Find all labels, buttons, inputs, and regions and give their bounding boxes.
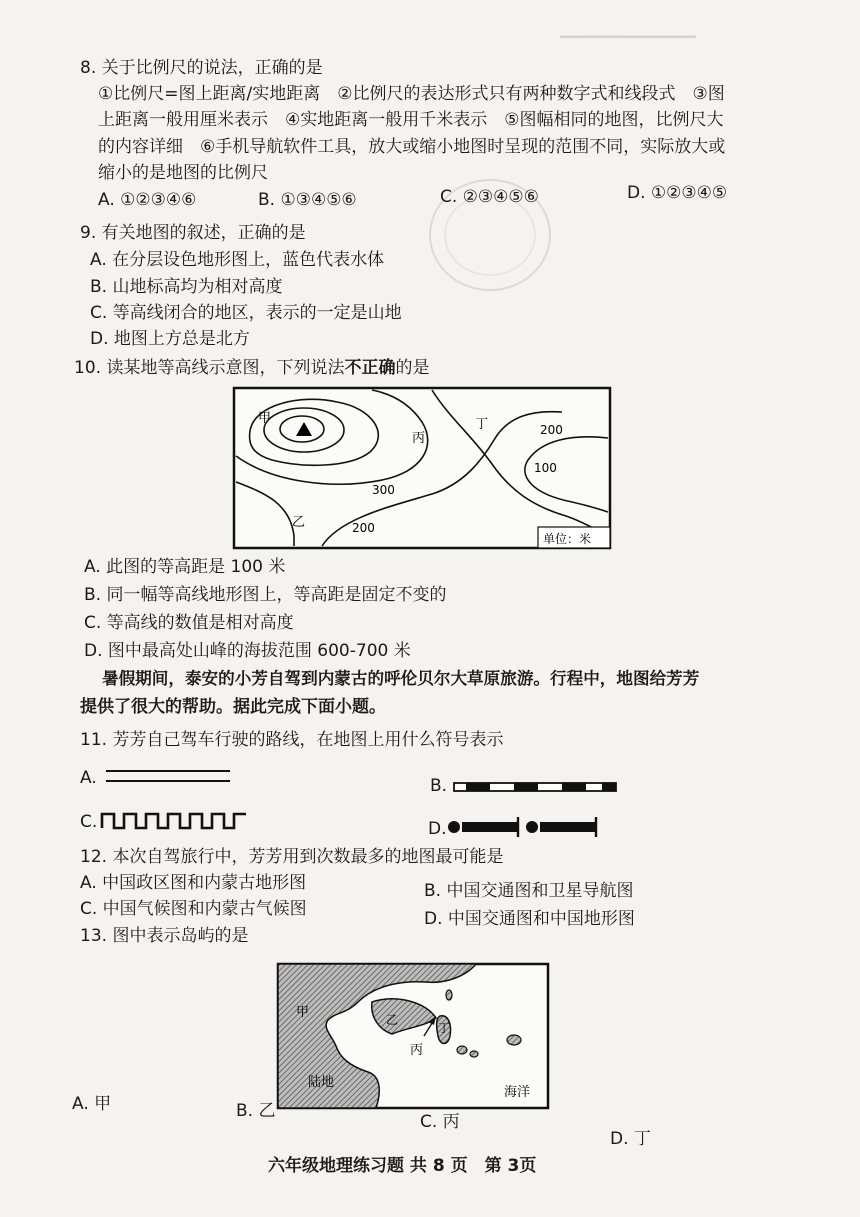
q10-label-bing: 丙 bbox=[412, 431, 426, 446]
q13-label-ding: 丁 bbox=[438, 1021, 451, 1035]
q13-label-yi: 乙 bbox=[386, 1013, 399, 1027]
q13-option-b[interactable]: B. 乙 bbox=[236, 1101, 276, 1121]
q8-line-4: 缩小的是地图的比例尺 bbox=[98, 163, 268, 183]
q10-unit-legend: 单位：米 bbox=[543, 532, 592, 546]
q10-contour-map bbox=[232, 386, 612, 551]
q12-option-a[interactable]: A. 中国政区图和内蒙古地形图 bbox=[80, 873, 307, 893]
q10-stem bbox=[74, 357, 429, 379]
q10-stem-pre: 10. 读某地等高线示意图，下列说法 bbox=[74, 358, 345, 378]
q13-option-d[interactable]: D. 丁 bbox=[610, 1129, 651, 1149]
q8-option-a[interactable]: A. ①②③④⑥ bbox=[98, 190, 197, 210]
q8-option-c[interactable]: C. ②③④⑤⑥ bbox=[440, 187, 539, 207]
q10-label-200-right: 200 bbox=[540, 423, 563, 437]
q13-label-land: 陆地 bbox=[308, 1075, 335, 1090]
q10-option-b[interactable]: B. 同一幅等高线地形图上，等高距是固定不变的 bbox=[84, 585, 447, 605]
q8-stem: 8. 关于比例尺的说法，正确的是 bbox=[80, 58, 323, 78]
q8-line-1: ①比例尺=图上距离/实地距离 ②比例尺的表达形式只有两种数字式和线段式 ③图 bbox=[98, 84, 725, 104]
q10-stem-emphasis: 不正确 bbox=[344, 358, 396, 378]
q11-option-a[interactable]: A. bbox=[80, 768, 97, 788]
q11-symbol-b-railway bbox=[452, 778, 620, 796]
q10-label-100: 100 bbox=[534, 461, 557, 475]
q13-label-jia: 甲 bbox=[296, 1005, 310, 1020]
q12-option-b[interactable]: B. 中国交通图和卫星导航图 bbox=[424, 881, 634, 901]
q8-option-d[interactable]: D. ①②③④⑤ bbox=[627, 183, 728, 203]
q10-option-d[interactable]: D. 图中最高处山峰的海拔范围 600-700 米 bbox=[84, 641, 411, 661]
q9-option-a[interactable]: A. 在分层设色地形图上，蓝色代表水体 bbox=[90, 250, 385, 270]
q13-stem: 13. 图中表示岛屿的是 bbox=[80, 926, 249, 946]
q12-option-c[interactable]: C. 中国气候图和内蒙古气候图 bbox=[80, 899, 307, 919]
q13-label-bing: 丙 bbox=[410, 1043, 424, 1058]
q10-option-a[interactable]: A. 此图的等高距是 100 米 bbox=[84, 557, 286, 577]
q11-stem: 11. 芳芳自己驾车行驶的路线，在地图上用什么符号表示 bbox=[80, 730, 504, 750]
q8-line-2: 上距离一般用厘米表示 ④实地距离一般用千米表示 ⑤图幅相同的地图，比例尺大 bbox=[98, 110, 724, 130]
q9-option-d[interactable]: D. 地图上方总是北方 bbox=[90, 329, 250, 349]
q9-option-c[interactable]: C. 等高线闭合的地区，表示的一定是山地 bbox=[90, 303, 402, 323]
passage-line-1: 暑假期间，泰安的小芳自驾到内蒙古的呼伦贝尔大草原旅游。行程中，地图给芳芳 bbox=[102, 669, 700, 688]
q12-stem: 12. 本次自驾旅行中，芳芳用到次数最多的地图最可能是 bbox=[80, 847, 504, 867]
page-footer: 六年级地理练习题 共 8 页 第 3页 bbox=[268, 1156, 537, 1176]
q10-label-jia: 甲 bbox=[258, 411, 272, 426]
q12-option-d[interactable]: D. 中国交通图和中国地形图 bbox=[424, 909, 635, 929]
q8-option-b[interactable]: B. ①③④⑤⑥ bbox=[258, 190, 357, 210]
q8-line-3: 的内容详细 ⑥手机导航软件工具，放大或缩小地图时呈现的范围不同，实际放大或 bbox=[98, 137, 726, 157]
q13-option-a[interactable]: A. 甲 bbox=[72, 1094, 112, 1114]
q10-option-c[interactable]: C. 等高线的数值是相对高度 bbox=[84, 613, 294, 633]
bleed-through-texture: ━━━━━━━━━━━━━━━ bbox=[560, 28, 696, 46]
q10-label-yi: 乙 bbox=[292, 515, 306, 530]
q9-option-b[interactable]: B. 山地标高均为相对高度 bbox=[90, 277, 283, 297]
passage-line-2: 提供了很大的帮助。据此完成下面小题。 bbox=[80, 697, 386, 717]
q10-label-300: 300 bbox=[372, 483, 395, 497]
q10-label-200-left: 200 bbox=[352, 521, 375, 535]
q10-label-ding: 丁 bbox=[475, 417, 489, 432]
q11-symbol-d-highway bbox=[446, 814, 604, 840]
q13-island-map bbox=[276, 962, 550, 1112]
q10-stem-post: 的是 bbox=[395, 358, 430, 378]
q11-symbol-a-double-line bbox=[104, 765, 234, 787]
q11-option-d[interactable]: D. bbox=[428, 819, 447, 839]
q11-symbol-c-wall bbox=[100, 808, 250, 832]
q13-label-ocean: 海洋 bbox=[504, 1085, 531, 1100]
q11-option-c[interactable]: C. bbox=[80, 812, 98, 832]
q11-option-b[interactable]: B. bbox=[430, 776, 448, 796]
q9-stem: 9. 有关地图的叙述，正确的是 bbox=[80, 223, 306, 243]
q13-option-c[interactable]: C. 丙 bbox=[420, 1112, 460, 1132]
